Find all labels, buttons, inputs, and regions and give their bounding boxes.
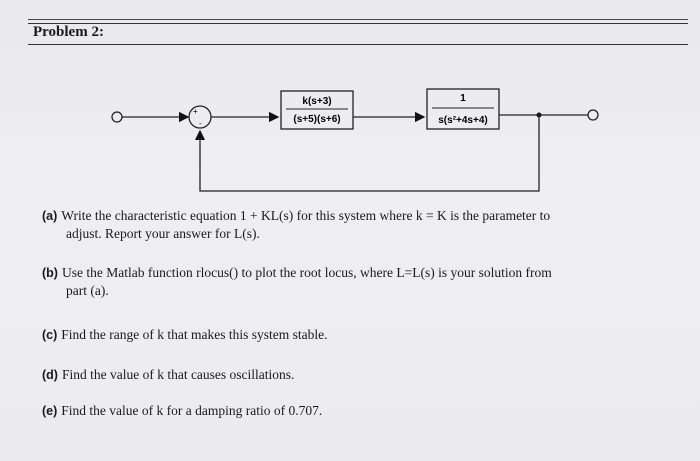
question-a	[42, 207, 672, 243]
question-b	[42, 264, 672, 300]
question-e-text: Find the value of k for a damping ratio of 0.707.	[61, 403, 323, 418]
question-b-text-line2: part (a).	[66, 283, 109, 298]
controller-denominator: (s+5)(s+6)	[293, 114, 341, 125]
plant-denominator: s(s²+4s+4)	[438, 115, 488, 126]
controller-numerator: k(s+3)	[302, 96, 332, 107]
question-a-label: (a)	[42, 209, 58, 223]
problem-title: Problem 2:	[33, 24, 104, 40]
question-e-label: (e)	[42, 404, 58, 418]
question-d-label: (d)	[42, 368, 58, 382]
question-b-label: (b)	[42, 266, 58, 280]
question-d	[42, 366, 672, 384]
question-c-text: Find the range of k that makes this system stable.	[61, 327, 328, 342]
question-c-label: (c)	[42, 328, 58, 342]
block-diagram	[0, 0, 700, 200]
output-terminal	[588, 110, 598, 120]
question-b-text-line1: Use the Matlab function rlocus() to plot the root locus, where L=L(s) is your solution from	[61, 265, 552, 280]
question-a-text-line2: adjust. Report your answer for L(s).	[66, 226, 260, 241]
question-e	[42, 402, 672, 420]
plant-numerator: 1	[460, 93, 466, 104]
question-d-text: Find the value of k that causes oscillations.	[61, 367, 295, 382]
summing-plus-sign: +	[193, 107, 198, 116]
question-a-text-line1: Write the characteristic equation 1 + KL(s) for this system where k = K is the parameter to	[61, 208, 551, 223]
question-c	[42, 326, 672, 344]
input-terminal	[112, 112, 122, 122]
feedback-path	[200, 115, 539, 191]
summing-minus-sign: -	[199, 119, 202, 128]
